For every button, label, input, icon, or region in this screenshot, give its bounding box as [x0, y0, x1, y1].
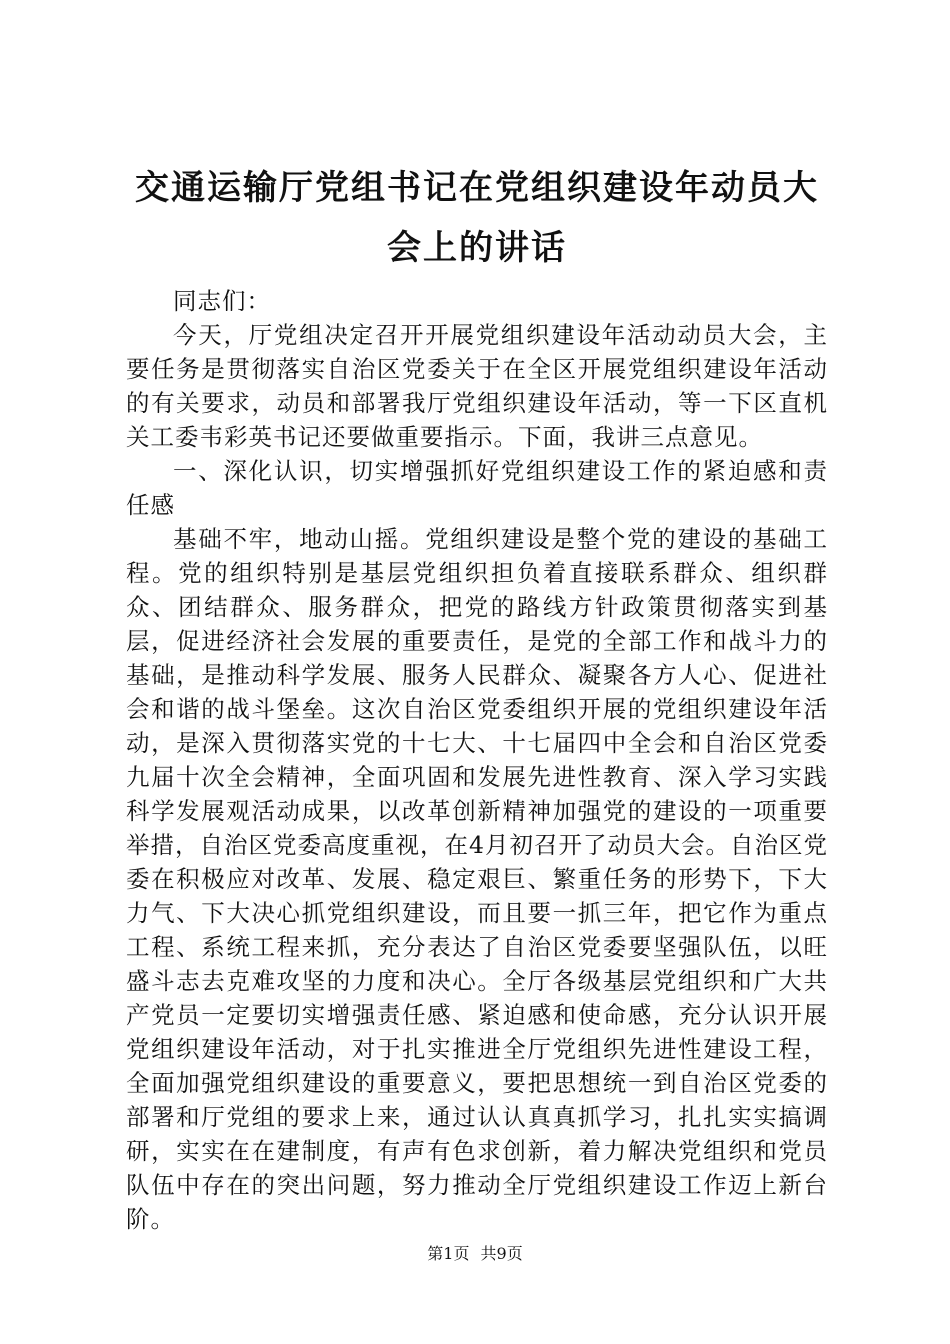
body-paragraph: 基础不牢，地动山摇。党组织建设是整个党的建设的基础工程。党的组织特别是基层党组织担负着直接联系群众、组织群众、团结群众、服务群众，把党的路线方针政策贯彻落实到基层，促进经济社会发展的重要责任，是党的全部工作和战斗力的基础，是推动科学发展、服务人民群众、凝聚各方人心、促进社会和谐的战斗堡垒。这次自治区党委组织开展的党组织建设年活动，是深入贯彻落实党的十七大、十七届四中全会和自治区党委九届十次全会精神，全面巩固和发展先进性教育、深入学习实践科学发展观活动成果，以改革创新精神加强党的建设的一项重要举措，自治区党委高度重视，在4月初召开了动员大会。自治区党委在积极应对改革、发展、稳定艰巨、繁重任务的形势下，下大力气、下大决心抓党组织建设，而且要一抓三年，把它作为重点工程、系统工程来抓，充分表达了自治区党委要坚强队伍，以旺盛斗志去克难攻坚的力度和决心。全厅各级基层党组织和广大共产党员一定要切实增强责任感、紧迫感和使命感，充分认识开展党组织建设年活动，对于扎实推进全厅党组织先进性建设工程，全面加强党组织建设的重要意义，要把思想统一到自治区党委的部署和厅党组的要求上来，通过认认真真抓学习，扎扎实实搞调研，实实在在建制度，有声有色求创新，着力解决党组织和党员队伍中存在的突出问题，努力推动全厅党组织建设工作迈上新台阶。 — [126, 525, 828, 1233]
document-title: 交通运输厅党组书记在党组织建设年动员大会上的讲话 — [135, 168, 819, 268]
page-number-current: 第1页 — [427, 1244, 470, 1263]
section-heading: 一、深化认识，切实增强抓好党组织建设工作的紧迫感和责任感 — [126, 457, 828, 519]
salutation-paragraph: 同志们： — [173, 287, 271, 315]
page-footer — [0, 1243, 950, 1265]
intro-paragraph: 今天，厅党组决定召开开展党组织建设年活动动员大会，主要任务是贯彻落实自治区党委关于在全区开展党组织建设年活动的有关要求，动员和部署我厅党组织建设年活动，等一下区直机关工委韦彩英书记还要做重要指示。下面，我讲三点意见。 — [126, 321, 828, 451]
document-body — [126, 284, 828, 1236]
page-number-total: 共9页 — [480, 1244, 523, 1263]
